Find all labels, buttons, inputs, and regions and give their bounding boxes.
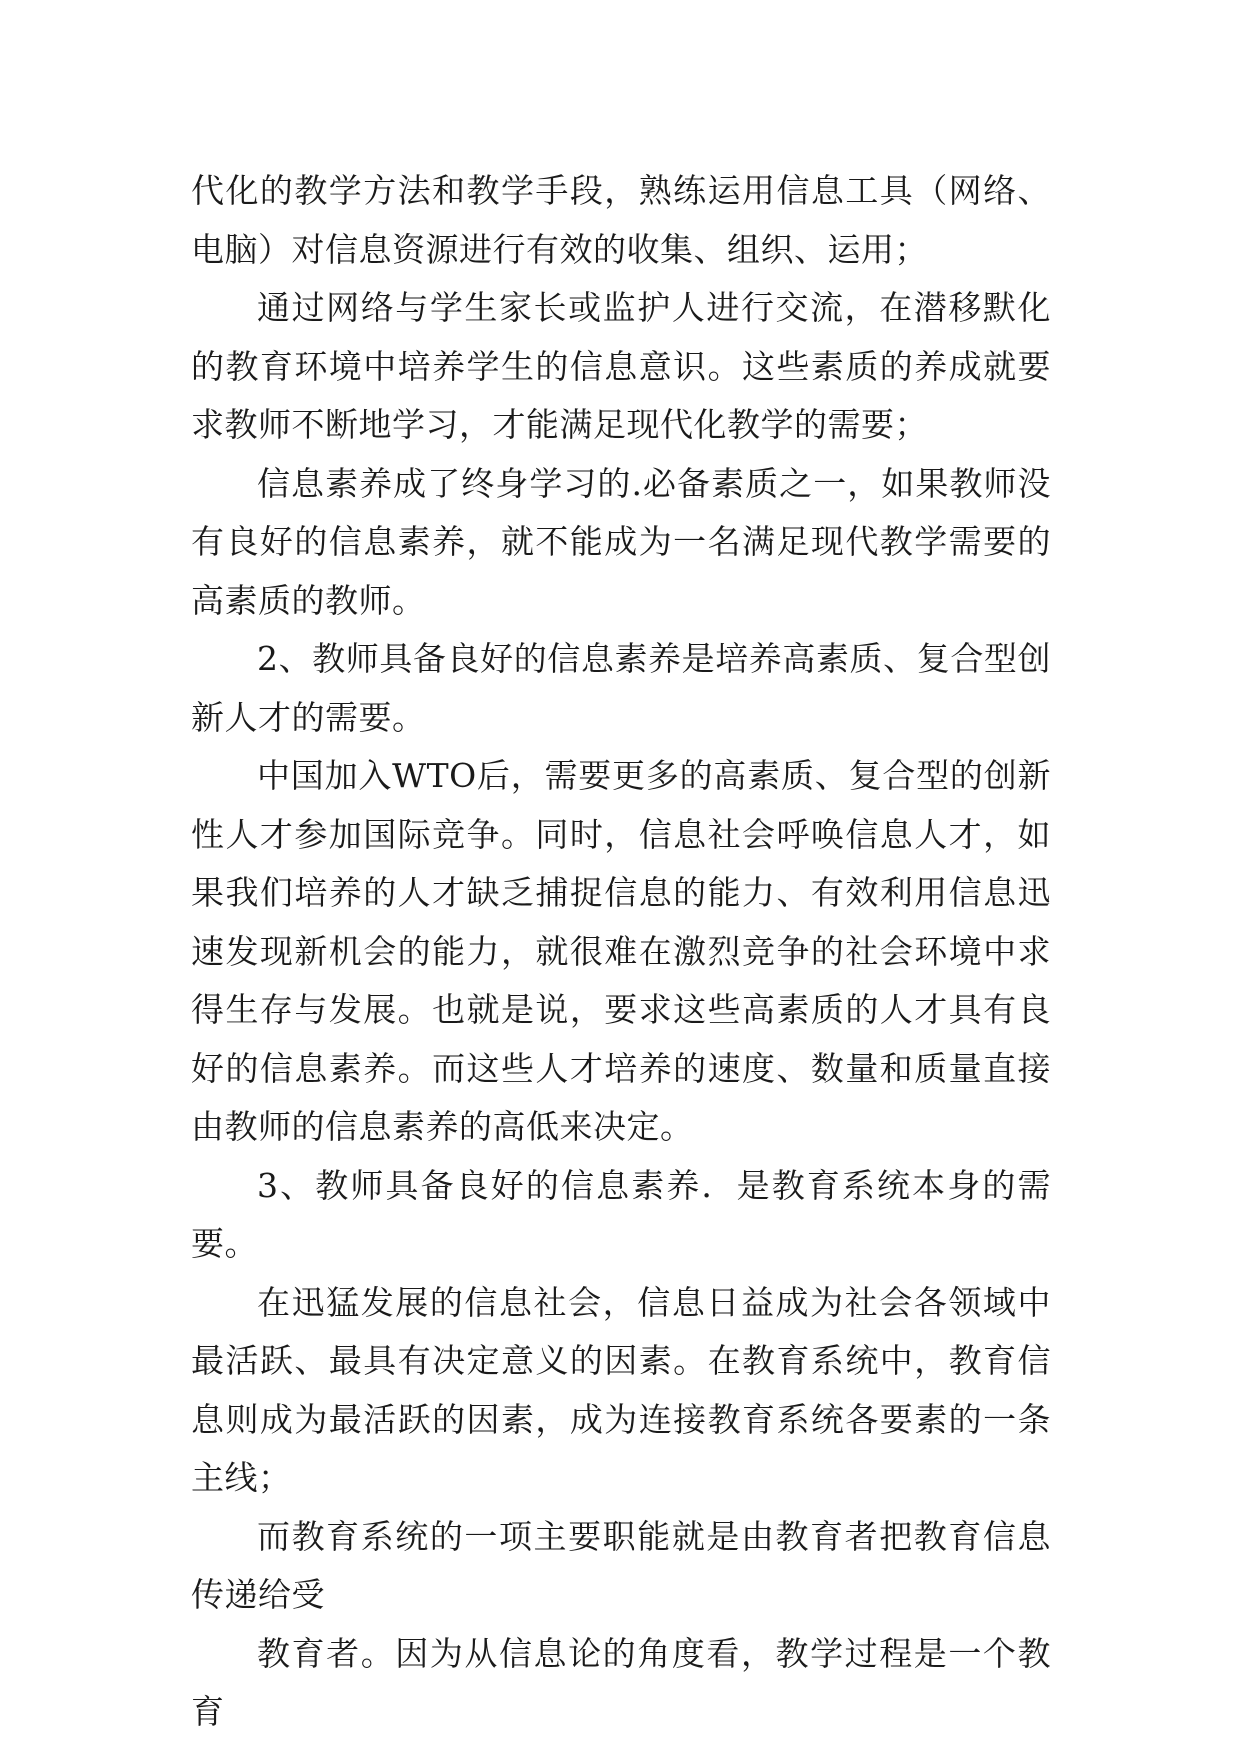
paragraph-7: 在迅猛发展的信息社会，信息日益成为社会各领域中最活跃、最具有决定意义的因素。在教育系统中，教育信息则成为最活跃的因素，成为连接教育系统各要素的一条主线； [191, 1282, 1051, 1497]
paragraph-9: 教育者。因为从信息论的角度看，教学过程是一个教育 [191, 1633, 1051, 1731]
paragraph-5: 中国加入WTO后，需要更多的高素质、复合型的创新性人才参加国际竞争。同时，信息社会呼唤信息人才，如果我们培养的人才缺乏捕捉信息的能力、有效利用信息迅速发现新机会的能力，就很难在激烈竞争的社会环境中求得生存与发展。也就是说，要求这些高素质的人才具有良好的信息素养。而这些人才培养的速度、数量和质量直接由教师的信息素养的高低来决定。 [191, 756, 1051, 1146]
paragraph-1: 代化的教学方法和教学手段，熟练运用信息工具（网络、电脑）对信息资源进行有效的收集、组织、运用； [191, 171, 1051, 269]
paragraph-3: 信息素养成了终身学习的.必备素质之一，如果教师没有良好的信息素养，就不能成为一名满足现代教学需要的高素质的教师。 [191, 463, 1051, 620]
paragraph-4: 2、教师具备良好的信息素养是培养高素质、复合型创新人才的需要。 [191, 639, 1051, 737]
paragraph-8: 而教育系统的一项主要职能就是由教育者把教育信息传递给受 [191, 1516, 1051, 1614]
body-text [191, 162, 1051, 1742]
paragraph-2: 通过网络与学生家长或监护人进行交流，在潜移默化的教育环境中培养学生的信息意识。这些素质的养成就要求教师不断地学习，才能满足现代化教学的需要； [191, 288, 1051, 444]
paragraph-6: 3、教师具备良好的信息素养．是教育系统本身的需要。 [191, 1165, 1051, 1263]
